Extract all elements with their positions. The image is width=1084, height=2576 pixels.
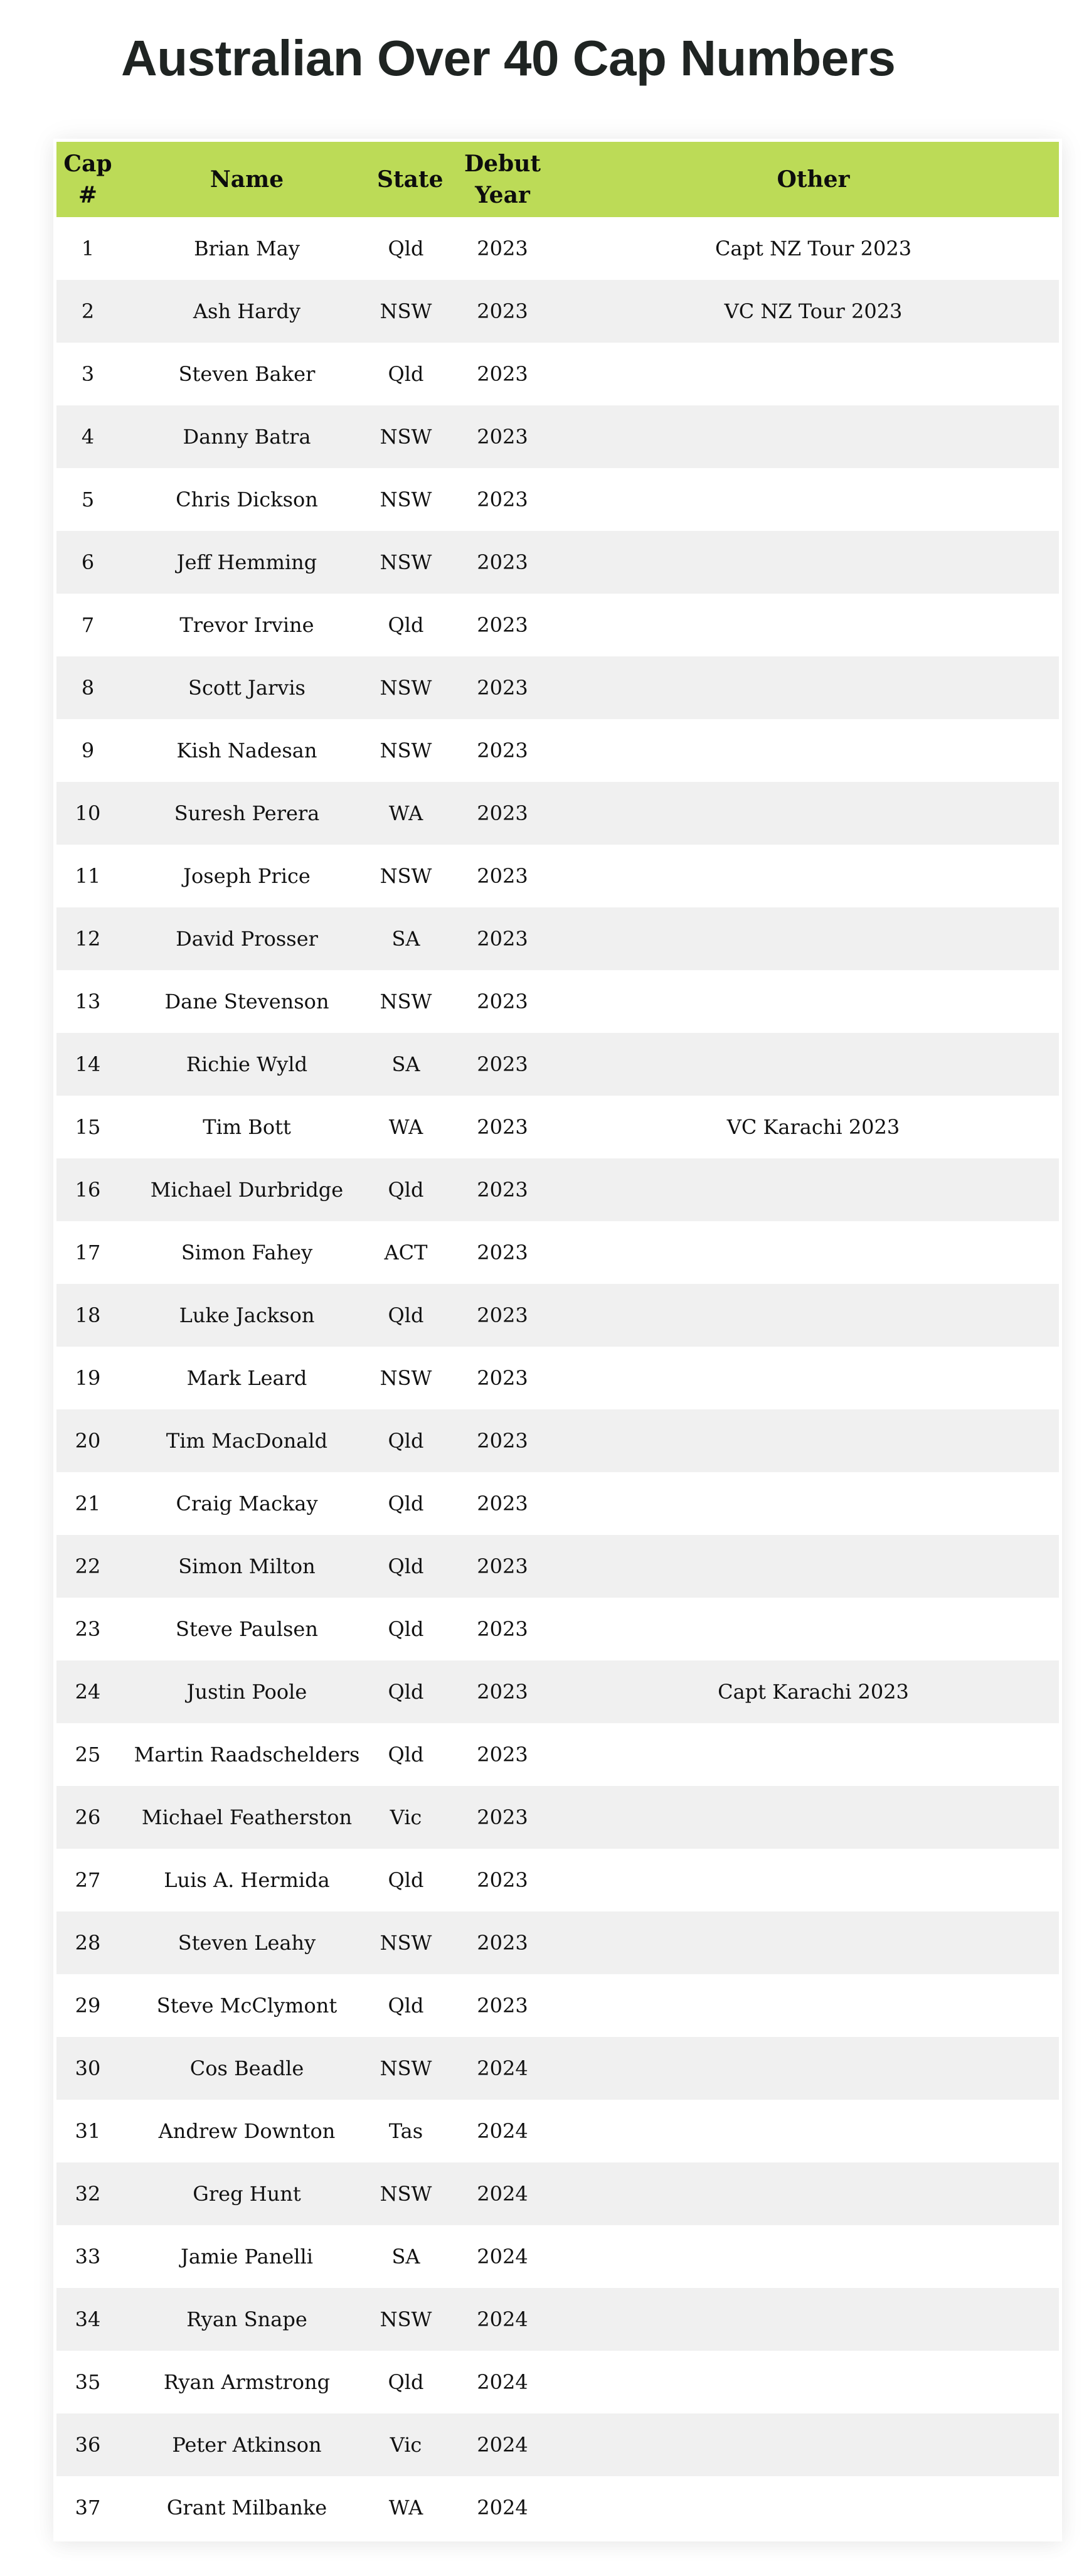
cell-cap-number: 9: [81, 738, 95, 762]
cell-state: NSW: [380, 738, 432, 762]
cell-debut-year: 2023: [477, 1617, 528, 1641]
cell-name: Simon Milton: [178, 1554, 316, 1578]
cell-cap-number: 27: [75, 1868, 101, 1892]
cell-name: Dane Stevenson: [164, 989, 329, 1013]
cell-other: [568, 2162, 1059, 2225]
cell-state: Qld: [388, 236, 424, 260]
cell-name: Scott Jarvis: [188, 675, 306, 700]
cell-cap-number: 12: [75, 926, 101, 951]
cell-other: [568, 2413, 1059, 2476]
cell-debut-year: 2023: [477, 1177, 528, 1202]
page-title: Australian Over 40 Cap Numbers: [121, 30, 896, 86]
table-row: [56, 2351, 1059, 2413]
header-name: [119, 142, 375, 217]
table-row: [56, 719, 1059, 782]
cell-cap-number: 18: [75, 1303, 101, 1327]
cell-state: NSW: [380, 487, 432, 511]
cell-debut-year: 2023: [477, 675, 528, 700]
cell-name: Justin Poole: [186, 1679, 307, 1704]
cell-cap-number: 21: [75, 1491, 101, 1515]
table-row: [56, 782, 1059, 845]
cell-state: NSW: [380, 550, 432, 574]
table-row: [56, 1221, 1059, 1284]
cell-state: WA: [388, 801, 423, 825]
cell-other: [568, 1158, 1059, 1221]
table-row: [56, 1347, 1059, 1409]
header-other: [568, 142, 1059, 217]
cell-name: Luke Jackson: [179, 1303, 315, 1327]
cell-state: SA: [391, 1052, 420, 1076]
cell-debut-year: 2023: [477, 801, 528, 825]
cell-debut-year: 2023: [477, 1428, 528, 1453]
cell-debut-year: 2023: [477, 1868, 528, 1892]
cell-cap-number: 29: [75, 1993, 101, 2018]
cell-other: [568, 405, 1059, 468]
cell-cap-number: 23: [75, 1617, 101, 1641]
cell-debut-year: 2023: [477, 738, 528, 762]
cell-name: Jeff Hemming: [176, 550, 317, 574]
cell-debut-year: 2023: [477, 1742, 528, 1766]
table-row: [56, 1033, 1059, 1096]
cell-debut-year: 2023: [477, 1240, 528, 1264]
cell-other: [568, 2288, 1059, 2351]
table-row: [56, 405, 1059, 468]
table-row: [56, 2288, 1059, 2351]
cell-other: [568, 1974, 1059, 2037]
cell-state: NSW: [380, 675, 432, 700]
cell-state: Qld: [388, 1554, 424, 1578]
cell-other: [568, 1598, 1059, 1660]
cell-debut-year: 2023: [477, 361, 528, 386]
cell-other: [568, 1284, 1059, 1347]
cell-debut-year: 2024: [477, 2056, 528, 2080]
cell-state: WA: [388, 1114, 423, 1139]
cell-other: Capt Karachi 2023: [718, 1679, 909, 1704]
cell-name: Mark Leard: [186, 1365, 307, 1390]
cell-debut-year: 2023: [477, 1930, 528, 1955]
cell-cap-number: 11: [75, 863, 101, 888]
cell-debut-year: 2023: [477, 487, 528, 511]
cell-state: Qld: [388, 1742, 424, 1766]
table-row: [56, 531, 1059, 594]
cell-state: Vic: [390, 1805, 422, 1829]
cell-other: [568, 1409, 1059, 1472]
cell-state: Qld: [388, 612, 424, 637]
header-cap-number: [56, 142, 119, 217]
cell-state: Qld: [388, 1177, 424, 1202]
cell-cap-number: 13: [75, 989, 101, 1013]
cell-name: Ryan Armstrong: [163, 2370, 331, 2394]
cell-cap-number: 3: [81, 361, 95, 386]
cell-cap-number: 33: [75, 2244, 101, 2269]
cell-state: NSW: [380, 863, 432, 888]
table-row: [56, 1096, 1059, 1158]
table-body: [56, 217, 1059, 2539]
table-row: [56, 1472, 1059, 1535]
cell-cap-number: 2: [81, 299, 95, 323]
cell-other: [568, 719, 1059, 782]
table-row: [56, 1786, 1059, 1849]
cell-debut-year: 2023: [477, 1491, 528, 1515]
header-year-line-1: Debut: [464, 151, 541, 177]
table-row: [56, 1660, 1059, 1723]
cell-other: [568, 531, 1059, 594]
cell-debut-year: 2023: [477, 1052, 528, 1076]
table-row: [56, 2037, 1059, 2100]
table-row: [56, 1535, 1059, 1598]
cell-name: Chris Dickson: [176, 487, 318, 511]
cell-cap-number: 36: [75, 2432, 101, 2457]
cell-debut-year: 2023: [477, 1365, 528, 1390]
cell-other: VC NZ Tour 2023: [724, 299, 903, 323]
cell-other: [568, 343, 1059, 405]
cell-other: Capt NZ Tour 2023: [715, 236, 912, 260]
table-row: [56, 343, 1059, 405]
cell-other: [568, 1472, 1059, 1535]
cell-debut-year: 2023: [477, 1303, 528, 1327]
cell-cap-number: 17: [75, 1240, 101, 1264]
cell-name: Kish Nadesan: [176, 738, 317, 762]
cell-cap-number: 5: [81, 487, 95, 511]
cell-state: Qld: [388, 1679, 424, 1704]
cell-debut-year: 2024: [477, 2307, 528, 2331]
table-row: [56, 1974, 1059, 2037]
cell-debut-year: 2023: [477, 1114, 528, 1139]
cell-cap-number: 32: [75, 2181, 101, 2206]
table-row: [56, 2100, 1059, 2162]
cell-other: [568, 1911, 1059, 1974]
cell-cap-number: 34: [75, 2307, 101, 2331]
cell-other: [568, 2476, 1059, 2539]
table-row: [56, 1158, 1059, 1221]
cell-debut-year: 2023: [477, 1679, 528, 1704]
cell-name: Danny Batra: [183, 424, 311, 449]
cell-name: Grant Milbanke: [166, 2495, 327, 2520]
cell-name: Cos Beadle: [189, 2056, 304, 2080]
table-row: [56, 907, 1059, 970]
cell-cap-number: 30: [75, 2056, 101, 2080]
cell-cap-number: 15: [75, 1114, 101, 1139]
cell-state: Qld: [388, 1491, 424, 1515]
cell-cap-number: 14: [75, 1052, 101, 1076]
cell-cap-number: 16: [75, 1177, 101, 1202]
cell-name: Tim Bott: [203, 1114, 291, 1139]
cell-state: Qld: [388, 1617, 424, 1641]
cell-state: Tas: [388, 2119, 423, 2143]
cell-cap-number: 31: [75, 2119, 101, 2143]
cell-state: NSW: [380, 989, 432, 1013]
table-row: [56, 280, 1059, 343]
cell-other: [568, 1535, 1059, 1598]
table-row: [56, 656, 1059, 719]
header-year-line-2: Year: [475, 182, 530, 208]
cell-debut-year: 2023: [477, 1554, 528, 1578]
cell-cap-number: 37: [75, 2495, 101, 2520]
cell-cap-number: 19: [75, 1365, 101, 1390]
cell-state: NSW: [380, 2307, 432, 2331]
cell-state: NSW: [380, 424, 432, 449]
table-row: [56, 2476, 1059, 2539]
cell-cap-number: 22: [75, 1554, 101, 1578]
cell-debut-year: 2023: [477, 299, 528, 323]
table-row: [56, 1723, 1059, 1786]
cell-name: Peter Atkinson: [172, 2432, 322, 2457]
cell-cap-number: 35: [75, 2370, 101, 2394]
cell-debut-year: 2024: [477, 2181, 528, 2206]
header-state-label: State: [377, 166, 444, 193]
table-row: [56, 2225, 1059, 2288]
cell-name: Simon Fahey: [181, 1240, 313, 1264]
cell-other: [568, 2100, 1059, 2162]
cell-name: Craig Mackay: [176, 1491, 318, 1515]
cell-other: [568, 2037, 1059, 2100]
table-row: [56, 217, 1059, 280]
cell-name: Suresh Perera: [174, 801, 320, 825]
table-row: [56, 1409, 1059, 1472]
cell-name: Jamie Panelli: [180, 2244, 313, 2269]
cell-name: Ash Hardy: [193, 299, 301, 323]
cap-numbers-table: [56, 142, 1059, 2539]
table-row: [56, 1911, 1059, 1974]
cell-name: Richie Wyld: [186, 1052, 308, 1076]
cell-debut-year: 2023: [477, 424, 528, 449]
cell-name: Luis A. Hermida: [164, 1868, 330, 1892]
cell-cap-number: 7: [81, 612, 95, 637]
header-other-label: Other: [777, 166, 850, 193]
cell-name: Brian May: [194, 236, 300, 260]
cell-state: NSW: [380, 2056, 432, 2080]
cell-name: Steve Paulsen: [176, 1617, 318, 1641]
cell-name: Andrew Downton: [158, 2119, 336, 2143]
cell-other: [568, 1723, 1059, 1786]
cell-other: [568, 1033, 1059, 1096]
cell-name: Tim MacDonald: [166, 1428, 328, 1453]
cell-debut-year: 2024: [477, 2432, 528, 2457]
cell-debut-year: 2024: [477, 2119, 528, 2143]
cell-cap-number: 8: [81, 675, 95, 700]
table-row: [56, 1284, 1059, 1347]
cell-other: [568, 1786, 1059, 1849]
cell-other: [568, 594, 1059, 656]
table-row: [56, 845, 1059, 907]
cell-cap-number: 26: [75, 1805, 101, 1829]
table-row: [56, 2413, 1059, 2476]
cell-other: [568, 1221, 1059, 1284]
table-row: [56, 468, 1059, 531]
cell-name: Ryan Snape: [186, 2307, 307, 2331]
cell-other: [568, 970, 1059, 1033]
cell-other: [568, 845, 1059, 907]
cell-debut-year: 2024: [477, 2495, 528, 2520]
cell-other: [568, 782, 1059, 845]
cell-debut-year: 2024: [477, 2370, 528, 2394]
cell-name: Greg Hunt: [193, 2181, 301, 2206]
cell-debut-year: 2023: [477, 1993, 528, 2018]
header-state: [375, 142, 444, 217]
cell-debut-year: 2023: [477, 926, 528, 951]
cell-cap-number: 25: [75, 1742, 101, 1766]
cell-debut-year: 2023: [477, 612, 528, 637]
cell-name: Steve McClymont: [156, 1993, 337, 2018]
cell-name: Steven Baker: [178, 361, 316, 386]
cell-debut-year: 2024: [477, 2244, 528, 2269]
cell-state: Qld: [388, 2370, 424, 2394]
cell-state: Vic: [390, 2432, 422, 2457]
cell-state: ACT: [384, 1240, 428, 1264]
table-row: [56, 1598, 1059, 1660]
cell-other: VC Karachi 2023: [726, 1114, 900, 1139]
cell-other: [568, 2225, 1059, 2288]
cell-other: [568, 1347, 1059, 1409]
header-name-label: Name: [210, 166, 284, 193]
table-row: [56, 594, 1059, 656]
cell-debut-year: 2023: [477, 863, 528, 888]
table-row: [56, 2162, 1059, 2225]
cell-cap-number: 20: [75, 1428, 101, 1453]
cell-other: [568, 907, 1059, 970]
cell-state: SA: [391, 2244, 420, 2269]
cell-cap-number: 6: [81, 550, 95, 574]
cell-state: NSW: [380, 1365, 432, 1390]
cell-cap-number: 1: [81, 236, 95, 260]
header-cap-line-2: #: [78, 182, 98, 208]
cell-name: David Prosser: [176, 926, 318, 951]
cell-state: WA: [388, 2495, 423, 2520]
cell-state: NSW: [380, 299, 432, 323]
cell-other: [568, 468, 1059, 531]
cell-name: Michael Featherston: [141, 1805, 353, 1829]
cell-cap-number: 4: [81, 424, 95, 449]
cell-state: Qld: [388, 1428, 424, 1453]
cell-name: Joseph Price: [183, 863, 311, 888]
cell-debut-year: 2023: [477, 989, 528, 1013]
cell-state: NSW: [380, 2181, 432, 2206]
cell-state: Qld: [388, 1868, 424, 1892]
cell-name: Steven Leahy: [178, 1930, 316, 1955]
cell-state: SA: [391, 926, 420, 951]
cell-cap-number: 28: [75, 1930, 101, 1955]
cell-debut-year: 2023: [477, 1805, 528, 1829]
cell-name: Martin Raadschelders: [134, 1742, 360, 1766]
cell-other: [568, 656, 1059, 719]
table-row: [56, 1849, 1059, 1911]
header-cap-line-1: Cap: [63, 151, 112, 177]
cell-name: Trevor Irvine: [179, 612, 314, 637]
cell-name: Michael Durbridge: [150, 1177, 344, 1202]
cell-cap-number: 24: [75, 1679, 101, 1704]
cell-state: Qld: [388, 1303, 424, 1327]
cell-debut-year: 2023: [477, 550, 528, 574]
cell-other: [568, 1849, 1059, 1911]
cell-state: Qld: [388, 1993, 424, 2018]
cell-cap-number: 10: [75, 801, 101, 825]
cell-state: NSW: [380, 1930, 432, 1955]
cell-state: Qld: [388, 361, 424, 386]
cell-debut-year: 2023: [477, 236, 528, 260]
header-debut-year: [437, 142, 568, 217]
cell-other: [568, 2351, 1059, 2413]
table-header: [56, 142, 1059, 217]
table-row: [56, 970, 1059, 1033]
header-row: [56, 142, 1059, 217]
